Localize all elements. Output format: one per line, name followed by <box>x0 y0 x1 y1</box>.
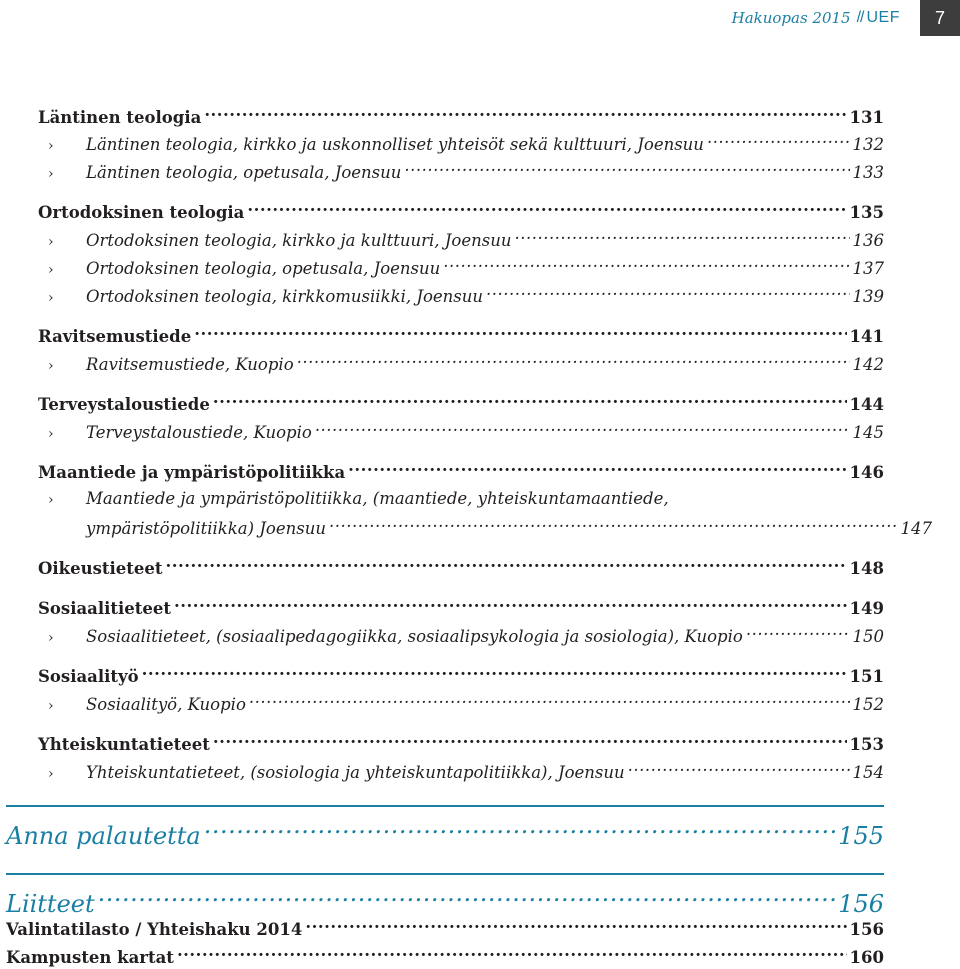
toc-entry-title: Läntinen teologia, kirkko ja uskonnolliset yhteisöt sekä kulttuuri, Joensuu <box>86 134 704 154</box>
dot-leader <box>177 946 847 963</box>
toc-entry-title: Liitteet <box>6 890 95 918</box>
toc-appendix[interactable] <box>6 888 884 918</box>
toc-subentry[interactable] <box>38 625 884 646</box>
section-divider <box>6 873 884 875</box>
toc-entry-page: 153 <box>849 734 884 754</box>
toc-entry-page: 139 <box>852 286 884 306</box>
toc-subentry[interactable] <box>38 133 884 154</box>
dot-leader <box>514 229 849 246</box>
toc-entry-title: Ortodoksinen teologia, kirkko ja kulttuuri, Joensuu <box>86 230 512 250</box>
toc-entry-title: Kampusten kartat <box>6 947 174 967</box>
toc-section[interactable] <box>38 106 884 127</box>
toc-entry-page: 133 <box>852 162 884 182</box>
toc-section[interactable] <box>38 461 884 482</box>
toc-entry-page: 141 <box>849 326 884 346</box>
toc-entry-title: Ortodoksinen teologia, opetusala, Joensuu <box>86 258 441 278</box>
toc-entry-page: 132 <box>852 134 884 154</box>
dot-leader <box>213 733 847 750</box>
toc-subentry[interactable] <box>38 229 884 250</box>
header-separator: // <box>856 9 864 26</box>
toc-entry-page: 149 <box>849 598 884 618</box>
chevron-right-icon: › <box>48 165 54 182</box>
toc-entry-title: Terveystaloustiede <box>38 394 210 414</box>
page-header <box>732 0 960 36</box>
dot-leader <box>247 201 846 218</box>
chevron-right-icon: › <box>48 233 54 250</box>
toc-entry-title: Anna palautetta <box>6 822 201 850</box>
dot-leader <box>348 461 846 478</box>
toc-entry-title: Oikeustieteet <box>38 558 163 578</box>
toc-entry-title: Sosiaalityö, Kuopio <box>86 694 246 714</box>
toc-entry-page: 144 <box>849 394 884 414</box>
chevron-right-icon: › <box>48 425 54 442</box>
dot-leader <box>174 597 847 614</box>
toc-subentry[interactable] <box>38 161 884 182</box>
toc-entry-title: Maantiede ja ympäristöpolitiikka <box>38 462 346 482</box>
toc-entry-page: 156 <box>838 890 884 918</box>
dot-leader <box>165 557 846 574</box>
toc-entry-page: 135 <box>849 202 884 222</box>
toc-entry-page: 131 <box>849 107 884 127</box>
toc-entry-title: Valintatilasto / Yhteishaku 2014 <box>6 919 303 939</box>
dot-leader <box>315 421 850 438</box>
toc-entry-title: Terveystaloustiede, Kuopio <box>86 422 312 442</box>
uef-logo: UEF <box>866 9 900 26</box>
chevron-right-icon: › <box>48 765 54 782</box>
toc-appendix-item[interactable] <box>6 918 884 939</box>
dot-leader <box>329 517 898 534</box>
toc-entry-title: Ravitsemustiede <box>38 326 192 346</box>
toc-subentry[interactable] <box>38 693 884 714</box>
toc-entry-page: 155 <box>838 822 884 850</box>
chevron-right-icon: › <box>48 261 54 278</box>
toc-section[interactable] <box>38 393 884 414</box>
toc-subentry[interactable] <box>38 285 884 306</box>
dot-leader <box>204 820 835 844</box>
dot-leader <box>746 625 850 642</box>
chevron-right-icon: › <box>48 357 54 374</box>
toc-entry-title: Ortodoksinen teologia <box>38 202 245 222</box>
toc-entry-page: 160 <box>849 947 884 967</box>
toc-entry-page: 147 <box>900 518 932 538</box>
toc-subentry[interactable] <box>38 257 884 278</box>
dot-leader <box>213 393 847 410</box>
dot-leader <box>707 133 850 150</box>
toc-subentry[interactable] <box>38 421 884 442</box>
toc-section[interactable] <box>38 325 884 346</box>
chevron-right-icon: › <box>48 629 54 646</box>
toc-subentry[interactable] <box>38 353 884 374</box>
toc-entry-page: 146 <box>849 462 884 482</box>
chevron-right-icon: › <box>48 289 54 306</box>
dot-leader <box>204 106 846 123</box>
toc-entry-title: Läntinen teologia <box>38 107 202 127</box>
toc-entry-page: 145 <box>852 422 884 442</box>
toc-section[interactable] <box>38 597 884 618</box>
toc-entry-title: Sosiaalitieteet <box>38 598 172 618</box>
toc-entry-title: Sosiaalityö <box>38 666 139 686</box>
toc-entry-title: Yhteiskuntatieteet, (sosiologia ja yhteiskuntapolitiikka), Joensuu <box>86 762 625 782</box>
toc-entry-title: Läntinen teologia, opetusala, Joensuu <box>86 162 402 182</box>
dot-leader <box>305 918 846 935</box>
page-number-box <box>920 0 960 36</box>
dot-leader <box>443 257 849 274</box>
toc-section[interactable] <box>38 557 884 578</box>
chevron-right-icon: › <box>48 137 54 154</box>
toc-entry-page: 152 <box>852 694 884 714</box>
toc-entry-title: ympäristöpolitiikka) Joensuu <box>86 518 326 538</box>
toc-entry-page: 156 <box>849 919 884 939</box>
dot-leader <box>628 761 850 778</box>
toc-entry-page: 150 <box>852 626 884 646</box>
dot-leader <box>486 285 850 302</box>
chevron-right-icon: › <box>48 697 54 714</box>
toc-appendix-item[interactable] <box>6 946 884 967</box>
dot-leader <box>194 325 846 342</box>
toc-subentry[interactable] <box>38 761 884 782</box>
toc-section[interactable] <box>38 665 884 686</box>
toc-entry-title: Sosiaalitieteet, (sosiaalipedagogiikka, sosiaalipsykologia ja sosiologia), Kuopio <box>86 626 743 646</box>
toc-entry-title: Yhteiskuntatieteet <box>38 734 210 754</box>
toc-entry-page: 151 <box>849 666 884 686</box>
dot-leader <box>98 888 836 912</box>
toc-entry-page: 154 <box>852 762 884 782</box>
dot-leader <box>142 665 847 682</box>
toc-entry-page: 137 <box>852 258 884 278</box>
toc-entry-title: Ravitsemustiede, Kuopio <box>86 354 294 374</box>
toc-entry-page: 142 <box>852 354 884 374</box>
toc-entry-page: 148 <box>849 558 884 578</box>
guide-title: Hakuopas 2015 <box>731 9 851 27</box>
chevron-right-icon: › <box>48 492 54 508</box>
toc-feedback[interactable] <box>6 820 884 850</box>
toc-entry-title: Maantiede ja ympäristöpolitiikka, (maantiede, yhteiskuntamaantiede, <box>86 489 669 508</box>
section-divider <box>6 805 884 807</box>
toc-subentry-continued[interactable] <box>38 517 932 538</box>
dot-leader <box>297 353 850 370</box>
dot-leader <box>404 161 849 178</box>
toc-section[interactable] <box>38 733 884 754</box>
toc-section[interactable] <box>38 201 884 222</box>
toc-entry-title: Ortodoksinen teologia, kirkkomusiikki, Joensuu <box>86 286 483 306</box>
dot-leader <box>249 693 850 710</box>
page-number: 7 <box>934 7 945 28</box>
toc-entry-page: 136 <box>852 230 884 250</box>
toc-subentry[interactable] <box>38 489 884 508</box>
